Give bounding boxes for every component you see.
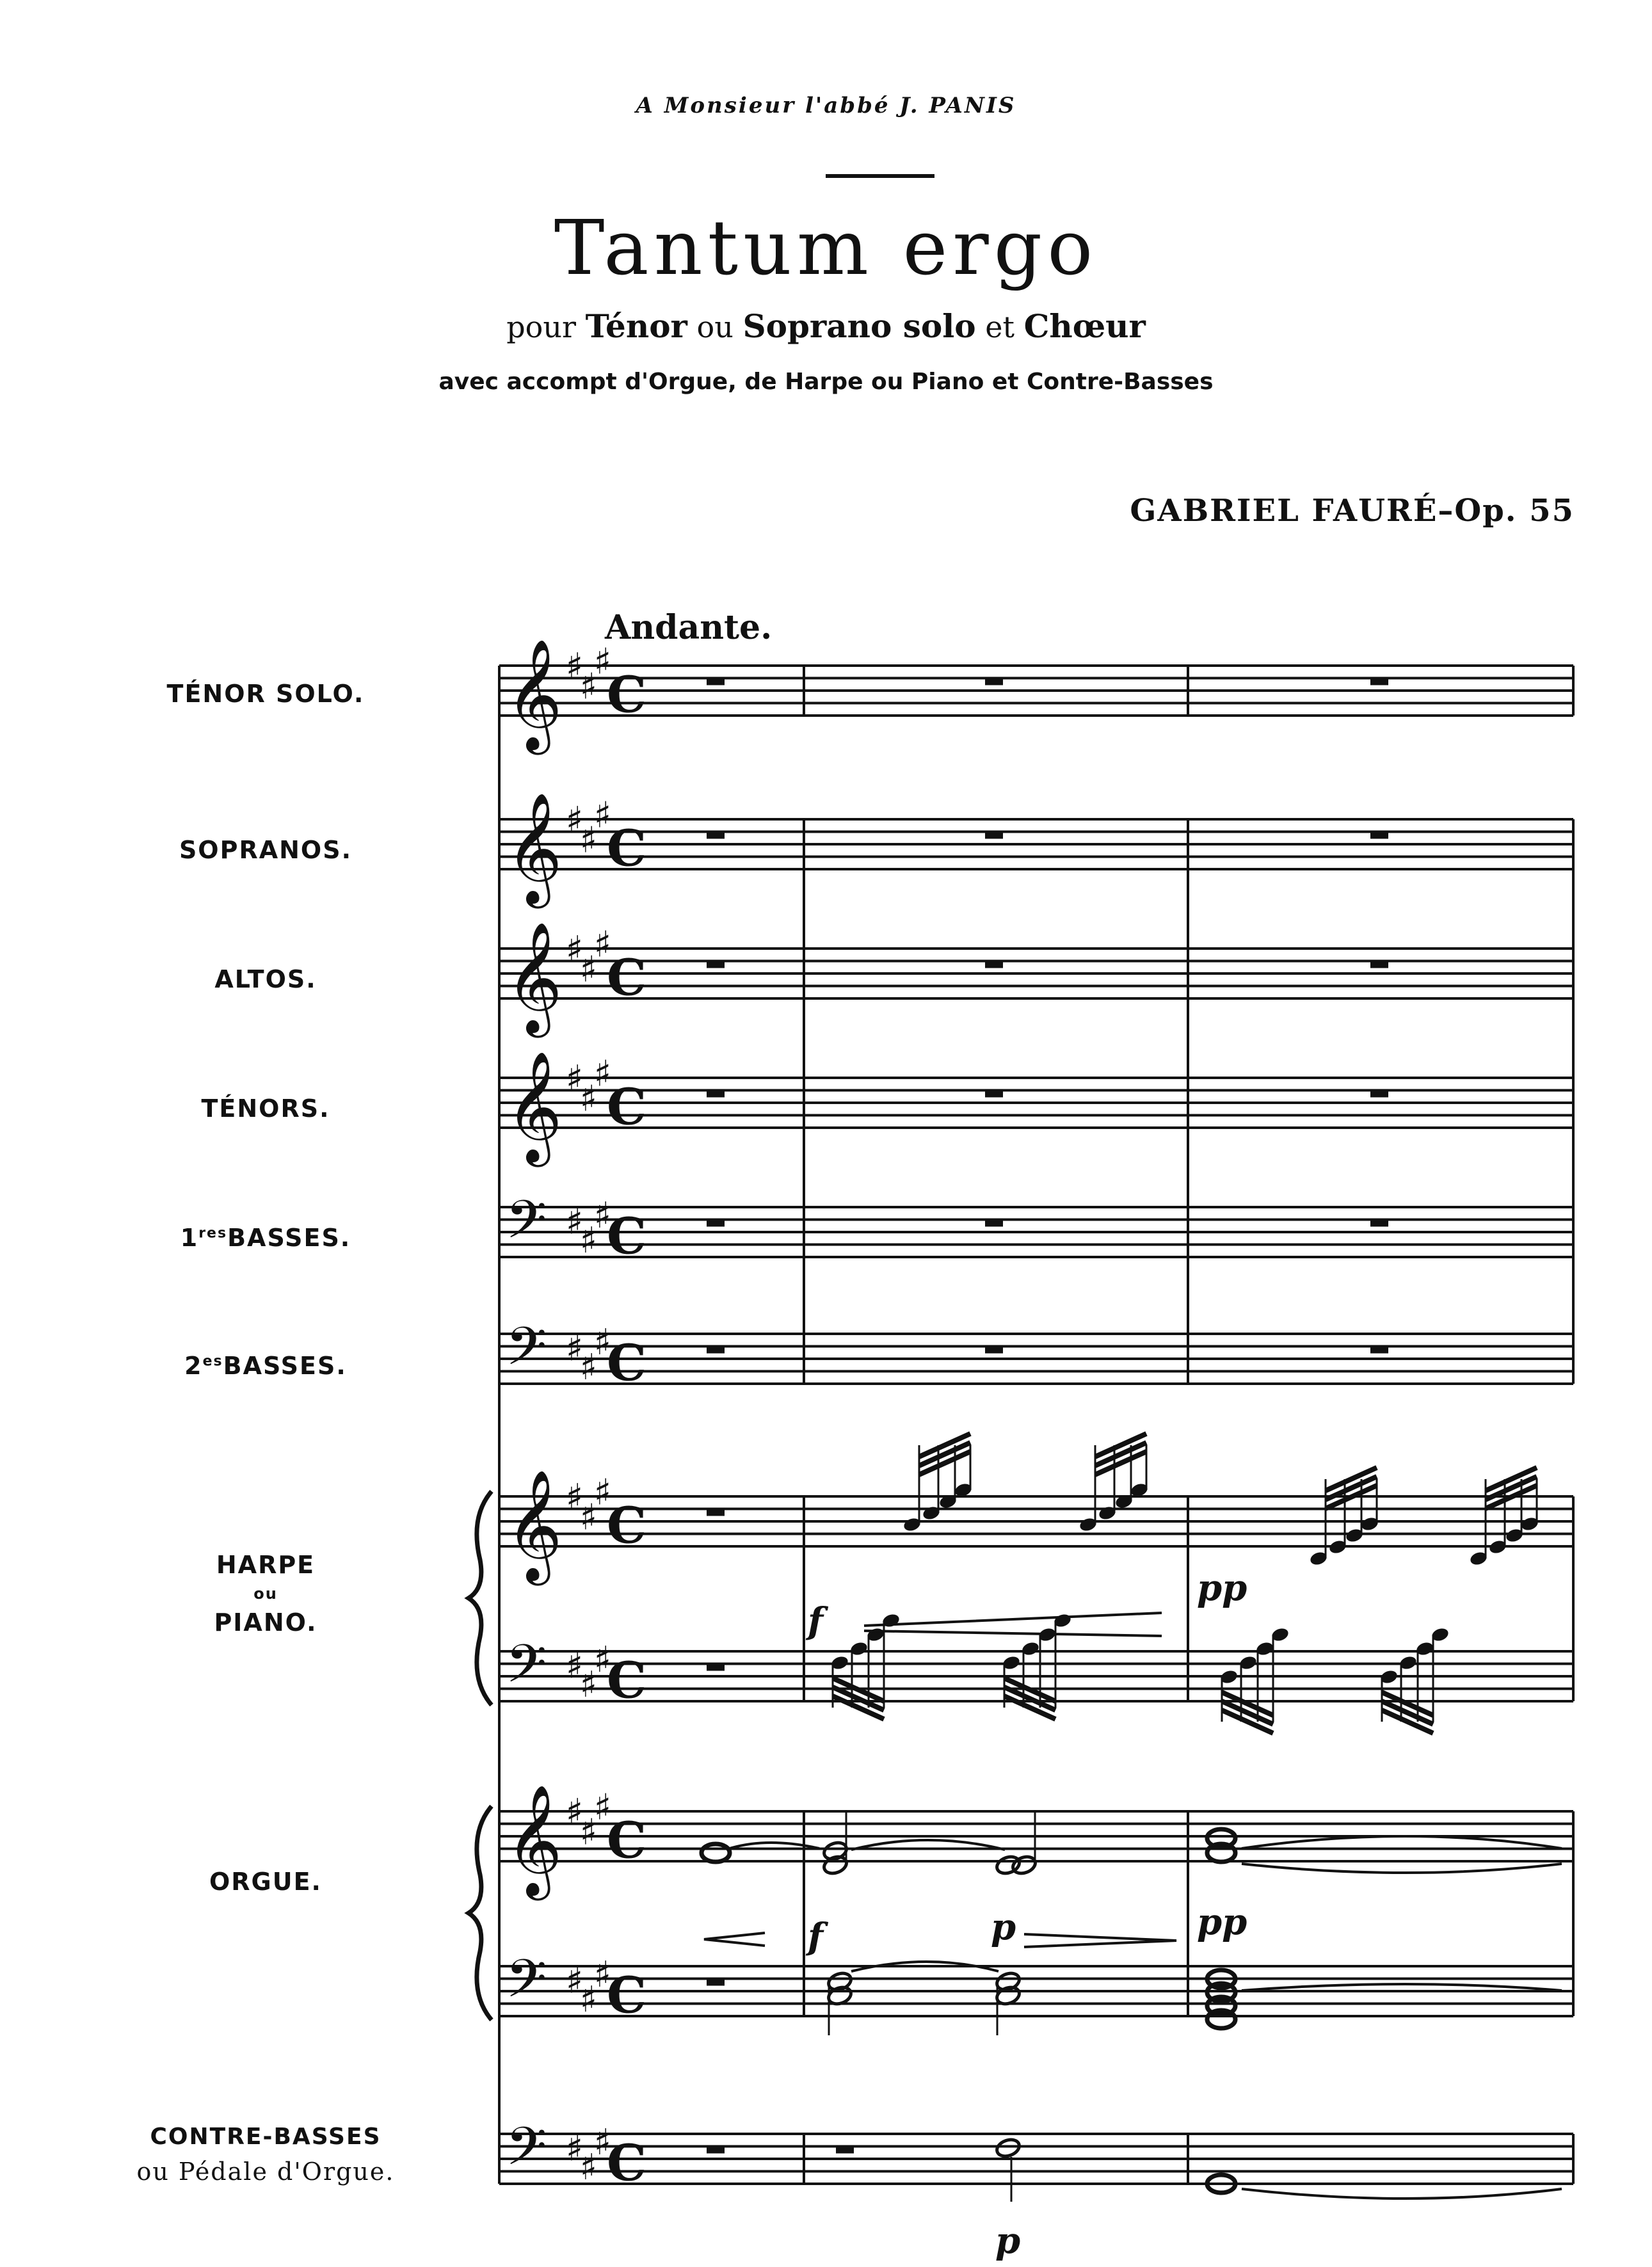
arpeggio-figure: [1469, 1468, 1540, 1567]
arpeggio-figure: [1309, 1468, 1380, 1567]
notes: [702, 678, 1562, 2202]
label-sopranos: SOPRANOS.: [179, 836, 353, 864]
sharp-sign: ♯: [566, 1960, 584, 2002]
arpeggio-figure: [902, 1434, 974, 1533]
dynamic-pianissimo: pp: [1197, 1901, 1247, 1943]
sharp-sign: ♯: [566, 929, 584, 970]
common-time: C: [607, 1496, 647, 1555]
label-1res-post: BASSES.: [227, 1224, 351, 1252]
whole-rest: [707, 1509, 725, 1516]
whole-rest: [985, 678, 1003, 685]
dynamic-piano: p: [995, 2220, 1021, 2262]
dynamic-pianissimo: pp: [1197, 1567, 1247, 1609]
sharp-sign: ♯: [594, 794, 612, 837]
common-time: C: [607, 1078, 647, 1137]
whole-rest: [985, 1347, 1003, 1354]
dynamic-forte: f: [808, 1916, 824, 1958]
whole-rest: [707, 961, 725, 968]
whole-rest: [985, 961, 1003, 968]
sharp-sign: ♯: [594, 924, 612, 966]
sharp-sign: ♯: [580, 819, 598, 861]
sharp-sign: ♯: [594, 1321, 612, 1363]
decrescendo-hairpin: [864, 1613, 1162, 1636]
whole-rest: [985, 1091, 1003, 1098]
sharp-sign: ♯: [566, 646, 584, 687]
tie: [1242, 1984, 1562, 1991]
whole-rest: [1370, 1091, 1388, 1098]
common-time: C: [607, 1651, 647, 1710]
sharp-sign: ♯: [580, 949, 598, 991]
bass-clef: 𝄢: [506, 2115, 547, 2190]
common-time: C: [607, 1207, 647, 1266]
dedication: A Monsieur l'abbé J. PANIS: [636, 93, 1016, 118]
whole-note-head: [702, 1844, 730, 1862]
sharp-sign: ♯: [594, 641, 612, 683]
sharp-sign: ♯: [566, 1791, 584, 1833]
common-time: C: [607, 949, 647, 1007]
subtitle-voice-soprano: Soprano solo: [742, 307, 976, 345]
treble-clef: 𝄞: [506, 639, 563, 750]
treble-clef: 𝄞: [506, 1470, 563, 1581]
subtitle-et: et: [985, 310, 1014, 344]
whole-rest: [707, 1091, 725, 1098]
sharp-sign: ♯: [594, 1471, 612, 1514]
label-pedale-orgue: ou Pédale d'Orgue.: [136, 2158, 395, 2186]
half-note-head: [995, 2137, 1022, 2159]
label-orgue: ORGUE.: [209, 1868, 322, 1896]
label-ou: ou: [253, 1585, 278, 1603]
whole-rest: [1370, 1220, 1388, 1227]
common-time: C: [607, 1334, 647, 1393]
composer: GABRIEL FAURÉ–Op. 55: [1130, 493, 1575, 529]
bass-clef: 𝄢: [506, 1633, 547, 1708]
label-2es-post: BASSES.: [223, 1352, 347, 1380]
common-time: C: [607, 1811, 647, 1870]
organ-notes: [702, 1811, 1562, 2035]
brace: [469, 1806, 492, 2020]
treble-clef: 𝄞: [506, 1051, 563, 1162]
whole-rest: [985, 1220, 1003, 1227]
subtitle-voice-choeur: Chœur: [1023, 307, 1146, 345]
sharp-sign: ♯: [594, 1638, 612, 1681]
whole-rest: [707, 1220, 725, 1227]
staff-lines: [499, 666, 1573, 2184]
dynamic-piano: p: [991, 1906, 1016, 1948]
label-harpe: HARPE: [216, 1551, 316, 1579]
bass-clef: 𝄢: [506, 1315, 547, 1390]
score-title: Tantum ergo: [554, 204, 1098, 292]
label-1res-pre: 1: [180, 1224, 199, 1252]
sharp-sign: ♯: [594, 1053, 612, 1095]
sharp-sign: ♯: [566, 2127, 584, 2170]
brace: [469, 1491, 492, 1705]
whole-rest: [836, 2147, 854, 2154]
sharp-sign: ♯: [566, 1327, 584, 1370]
arpeggio-figure: [1219, 1626, 1290, 1733]
tie: [1242, 1864, 1562, 1873]
sharp-sign: ♯: [566, 1645, 584, 1687]
clefs: [506, 639, 646, 2193]
whole-rest: [707, 678, 725, 685]
sharp-sign: ♯: [580, 1978, 598, 2021]
whole-rest: [1370, 678, 1388, 685]
whole-rest: [707, 832, 725, 839]
sharp-sign: ♯: [580, 1346, 598, 1388]
whole-rest: [1370, 832, 1388, 839]
bass-clef: 𝄢: [506, 1189, 547, 1263]
label-altos: ALTOS.: [214, 965, 317, 993]
whole-rest: [707, 1347, 725, 1354]
common-time: C: [607, 2134, 647, 2193]
sharp-sign: ♯: [580, 2146, 598, 2188]
label-tenor-solo: TÉNOR SOLO.: [166, 680, 365, 708]
decrescendo-hairpin: [1024, 1934, 1176, 1947]
sharp-sign: ♯: [566, 1201, 584, 1243]
sharp-sign: ♯: [594, 1953, 612, 1996]
label-piano: PIANO.: [214, 1608, 317, 1637]
sharp-sign: ♯: [580, 1496, 598, 1539]
label-contre-basses-line1: CONTRE-BASSES: [150, 2124, 381, 2150]
sharp-sign: ♯: [580, 1811, 598, 1854]
label-1res-sup: res: [198, 1225, 228, 1242]
label-tenors-text: TÉNORS.: [201, 1094, 330, 1123]
sharp-sign: ♯: [566, 799, 584, 841]
barlines: [469, 666, 1573, 2184]
sharp-sign: ♯: [594, 1194, 612, 1237]
treble-clef: 𝄞: [506, 1784, 563, 1896]
subtitle-ou: ou: [696, 310, 734, 344]
tie: [1242, 2189, 1562, 2199]
whole-rest: [1370, 1347, 1388, 1354]
treble-clef: 𝄞: [506, 792, 563, 904]
bass-clef: 𝄢: [506, 1948, 547, 2023]
whole-rest: [707, 1664, 725, 1671]
tempo-marking: Andante.: [605, 608, 773, 647]
whole-rest: [1370, 961, 1388, 968]
label-2es-sup: es: [202, 1353, 223, 1370]
common-time: C: [607, 819, 647, 878]
sharp-sign: ♯: [580, 1078, 598, 1120]
arpeggio-figure: [1079, 1434, 1150, 1533]
crescendo-hairpin: [704, 1933, 765, 1946]
sharp-sign: ♯: [594, 1786, 612, 1829]
arpeggio-figure: [830, 1612, 901, 1719]
tie: [1242, 1836, 1562, 1848]
treble-clef: 𝄞: [506, 922, 563, 1033]
dynamic-forte: f: [808, 1600, 824, 1642]
whole-rest: [707, 1979, 725, 1986]
sharp-sign: ♯: [580, 666, 598, 708]
whole-rest: [985, 832, 1003, 839]
sharp-sign: ♯: [566, 1058, 584, 1100]
accompaniment-line: avec accompt d'Orgue, de Harpe ou Piano et Contre-Basses: [438, 369, 1214, 395]
whole-rest: [707, 2147, 725, 2154]
arpeggio-figure: [1002, 1612, 1073, 1719]
sharp-sign: ♯: [594, 2121, 612, 2163]
common-time: C: [607, 1966, 647, 2025]
label-2es-pre: 2: [184, 1352, 203, 1380]
common-time: C: [607, 666, 647, 725]
sharp-sign: ♯: [580, 1219, 598, 1262]
arpeggio-figure: [1379, 1626, 1450, 1733]
sharp-sign: ♯: [580, 1663, 598, 1706]
subtitle-voice-tenor: Ténor: [585, 307, 687, 345]
subtitle-pour: pour: [506, 310, 576, 344]
sharp-sign: ♯: [566, 1477, 584, 1518]
